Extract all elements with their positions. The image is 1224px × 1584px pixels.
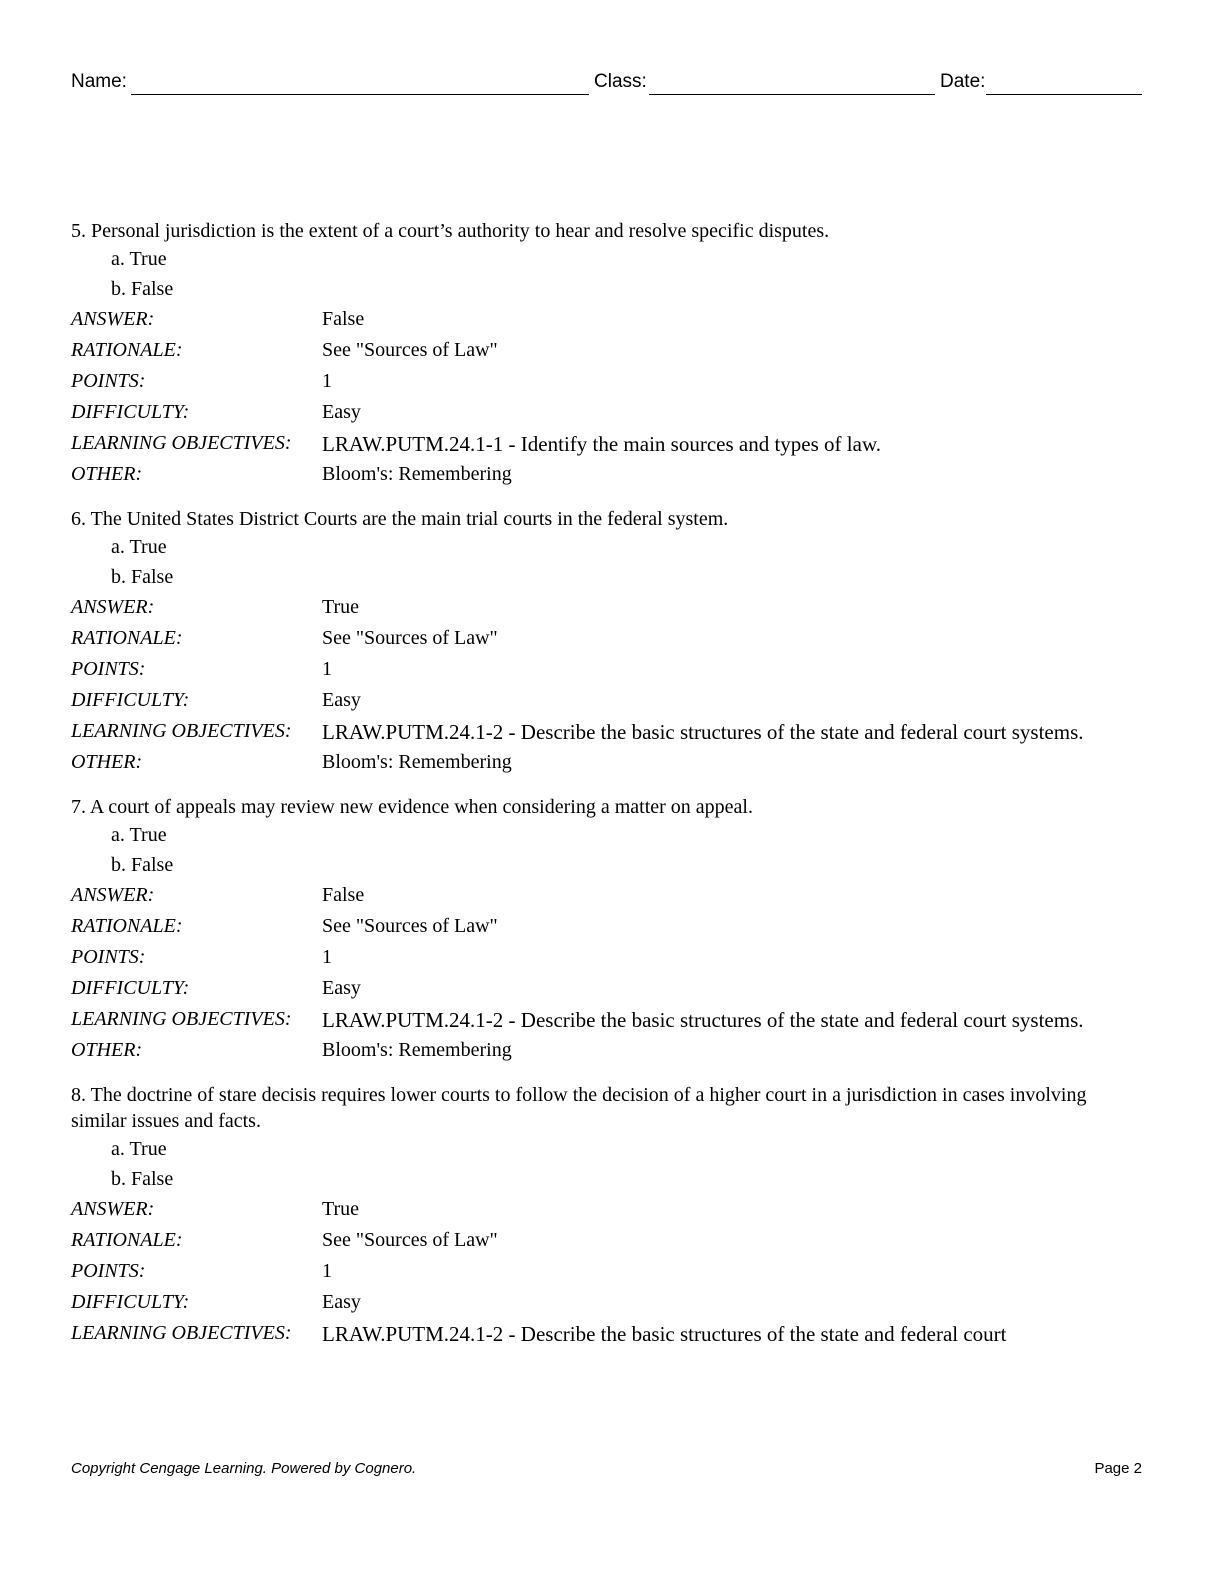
learning-objectives-value: LRAW.PUTM.24.1-2 - Describe the basic structures of the state and federal court: [322, 1322, 1007, 1346]
choice-true: a. True: [111, 536, 167, 558]
date-label: Date:: [940, 71, 986, 92]
difficulty-label: DIFFICULTY:: [71, 689, 190, 711]
choice-false: b. False: [111, 566, 174, 588]
learning-objectives-row: [71, 1004, 1146, 1035]
learning-objectives-label: LEARNING OBJECTIVES:: [71, 432, 292, 454]
copyright-text: Copyright Cengage Learning. Powered by Cognero.: [71, 1460, 417, 1477]
answer-label: ANSWER:: [71, 308, 155, 330]
rationale-label: RATIONALE:: [71, 627, 183, 649]
rationale-row: [71, 623, 1146, 654]
difficulty-label: DIFFICULTY:: [71, 401, 190, 423]
points-value: 1: [322, 1260, 332, 1282]
answer-value: True: [322, 1198, 360, 1220]
points-row: [71, 654, 1146, 685]
answer-label: ANSWER:: [71, 884, 155, 906]
difficulty-value: Easy: [322, 401, 361, 423]
question-stem: 8. The doctrine of stare decisis requires lower courts to follow the decision of a higher court in a jurisdiction in cases involving similar issues and facts.: [71, 1084, 1087, 1132]
rationale-value: See "Sources of Law": [322, 915, 498, 937]
answer-row: [71, 880, 1146, 911]
learning-objectives-row: [71, 428, 1146, 459]
worksheet-header: [71, 70, 1142, 98]
learning-objectives-row: [71, 1318, 1146, 1349]
other-value: Bloom's: Remembering: [322, 1039, 512, 1061]
points-label: POINTS:: [71, 946, 146, 968]
answer-value: True: [322, 596, 360, 618]
answer-choices: [71, 820, 1146, 880]
page-footer: [71, 1460, 1142, 1482]
learning-objectives-value: LRAW.PUTM.24.1-2 - Describe the basic structures of the state and federal court systems.: [322, 720, 1084, 744]
answer-value: False: [322, 308, 365, 330]
other-label: OTHER:: [71, 463, 143, 485]
question-stem: 5. Personal jurisdiction is the extent of a court’s authority to hear and resolve specific disputes.: [71, 220, 830, 242]
question-6: [71, 506, 1146, 778]
choice-true: a. True: [111, 1138, 167, 1160]
choice-false: b. False: [111, 1168, 174, 1190]
question-list: [71, 218, 1146, 1365]
rationale-label: RATIONALE:: [71, 339, 183, 361]
difficulty-row: [71, 973, 1146, 1004]
answer-label: ANSWER:: [71, 1198, 155, 1220]
learning-objectives-row: [71, 716, 1146, 747]
difficulty-value: Easy: [322, 689, 361, 711]
other-row: [71, 459, 1146, 490]
learning-objectives-value: LRAW.PUTM.24.1-2 - Describe the basic structures of the state and federal court systems.: [322, 1008, 1084, 1032]
rationale-row: [71, 1225, 1146, 1256]
choice-true: a. True: [111, 248, 167, 270]
points-label: POINTS:: [71, 370, 146, 392]
points-value: 1: [322, 370, 332, 392]
other-value: Bloom's: Remembering: [322, 751, 512, 773]
answer-choices: [71, 532, 1146, 592]
other-label: OTHER:: [71, 751, 143, 773]
answer-value: False: [322, 884, 365, 906]
other-row: [71, 1035, 1146, 1066]
difficulty-value: Easy: [322, 1291, 361, 1313]
question-5: [71, 218, 1146, 490]
difficulty-value: Easy: [322, 977, 361, 999]
learning-objectives-label: LEARNING OBJECTIVES:: [71, 1322, 292, 1344]
rationale-value: See "Sources of Law": [322, 339, 498, 361]
points-value: 1: [322, 946, 332, 968]
points-row: [71, 366, 1146, 397]
learning-objectives-value: LRAW.PUTM.24.1-1 - Identify the main sources and types of law.: [322, 432, 881, 456]
rationale-value: See "Sources of Law": [322, 627, 498, 649]
learning-objectives-label: LEARNING OBJECTIVES:: [71, 1008, 292, 1030]
rationale-label: RATIONALE:: [71, 915, 183, 937]
date-blank-line: [986, 94, 1142, 95]
name-blank-line: [131, 94, 589, 95]
answer-label: ANSWER:: [71, 596, 155, 618]
learning-objectives-label: LEARNING OBJECTIVES:: [71, 720, 292, 742]
rationale-row: [71, 335, 1146, 366]
answer-row: [71, 304, 1146, 335]
difficulty-row: [71, 1287, 1146, 1318]
question-stem: 7. A court of appeals may review new evidence when considering a matter on appeal.: [71, 796, 753, 818]
difficulty-label: DIFFICULTY:: [71, 1291, 190, 1313]
rationale-row: [71, 911, 1146, 942]
rationale-value: See "Sources of Law": [322, 1229, 498, 1251]
difficulty-row: [71, 685, 1146, 716]
other-label: OTHER:: [71, 1039, 143, 1061]
choice-true: a. True: [111, 824, 167, 846]
difficulty-label: DIFFICULTY:: [71, 977, 190, 999]
difficulty-row: [71, 397, 1146, 428]
rationale-label: RATIONALE:: [71, 1229, 183, 1251]
question-stem: 6. The United States District Courts are the main trial courts in the federal system.: [71, 508, 729, 530]
answer-choices: [71, 244, 1146, 304]
class-blank-line: [649, 94, 935, 95]
other-value: Bloom's: Remembering: [322, 463, 512, 485]
answer-choices: [71, 1134, 1146, 1194]
answer-row: [71, 1194, 1146, 1225]
points-label: POINTS:: [71, 658, 146, 680]
points-value: 1: [322, 658, 332, 680]
choice-false: b. False: [111, 278, 174, 300]
points-label: POINTS:: [71, 1260, 146, 1282]
other-row: [71, 747, 1146, 778]
points-row: [71, 1256, 1146, 1287]
answer-row: [71, 592, 1146, 623]
name-label: Name:: [71, 71, 127, 92]
page-number: Page 2: [1094, 1460, 1142, 1477]
choice-false: b. False: [111, 854, 174, 876]
question-7: [71, 794, 1146, 1066]
question-8: [71, 1082, 1146, 1349]
class-label: Class:: [594, 71, 647, 92]
points-row: [71, 942, 1146, 973]
